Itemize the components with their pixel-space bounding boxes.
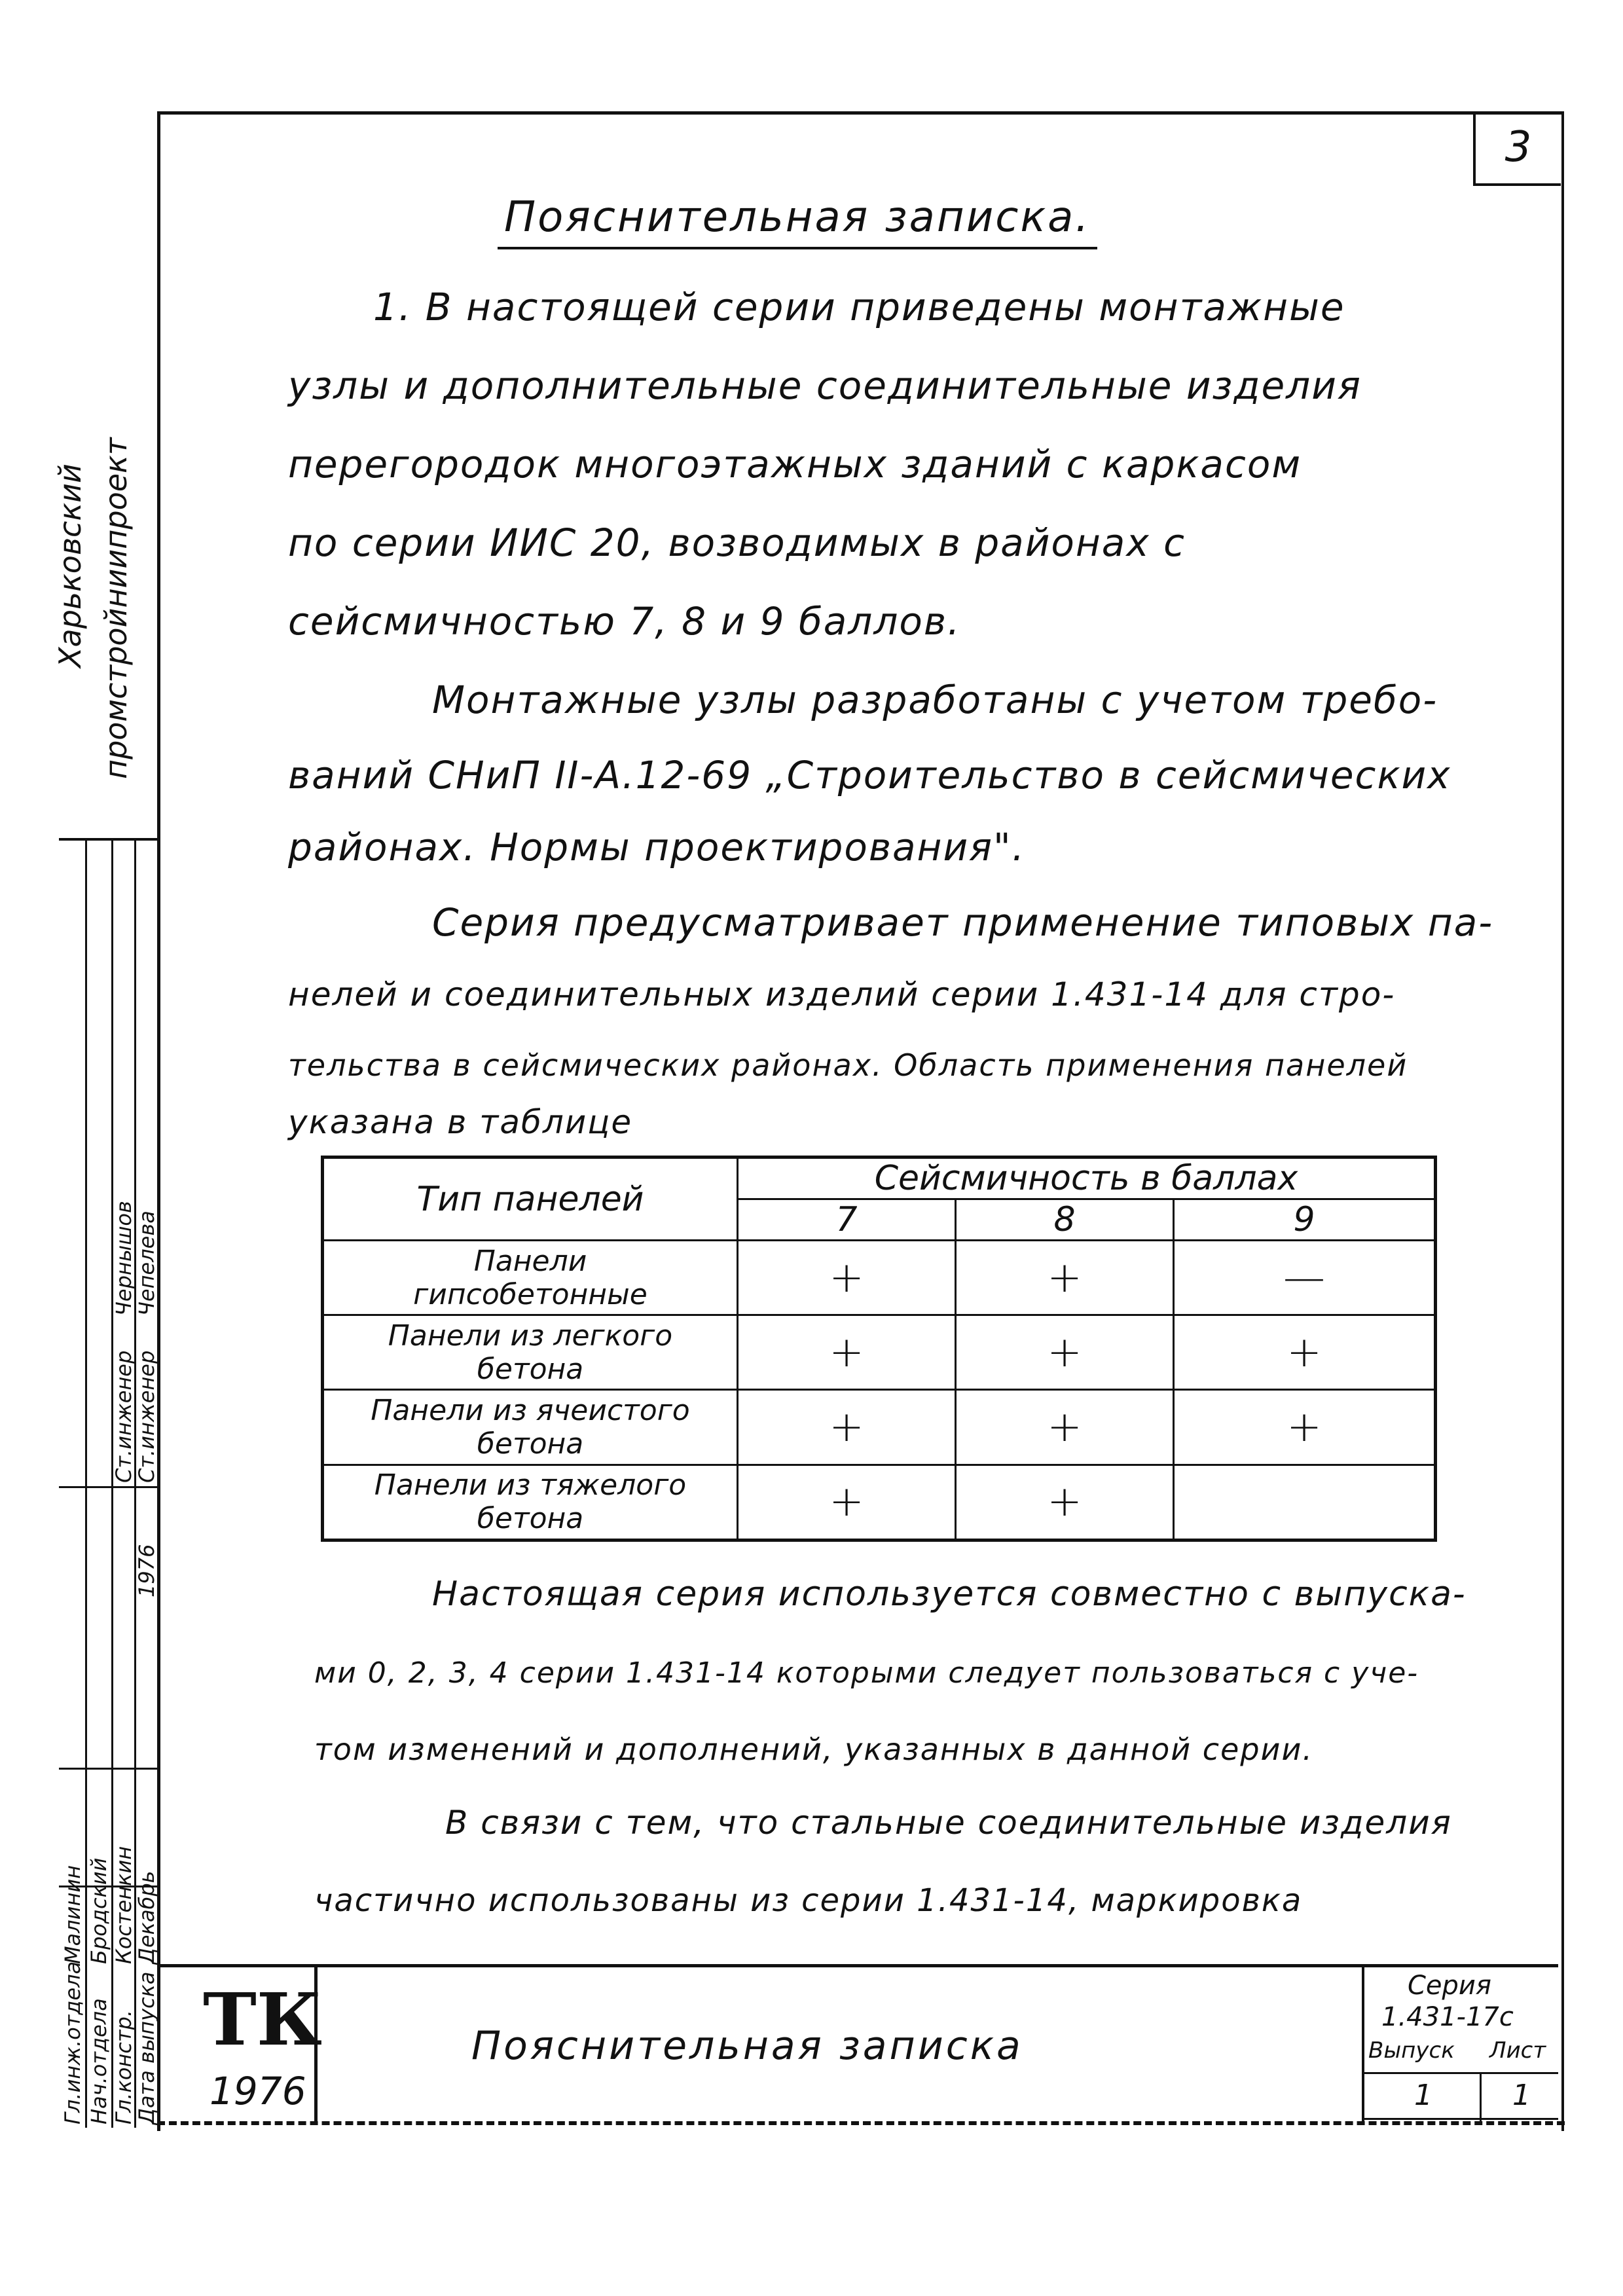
row-label-line: гипсобетонные <box>413 1277 647 1311</box>
text-line: том изменений и дополнений, указанных в данной серии. <box>314 1732 1313 1767</box>
table-header-seismic: Сейсмичность в баллах <box>738 1157 1436 1199</box>
table-header-type: Тип панелей <box>323 1157 738 1241</box>
issue-value: 1 <box>1414 2079 1432 2112</box>
cell-value <box>1174 1465 1436 1540</box>
text-line: тельства в сейсмических районах. Область применения панелей <box>288 1048 1408 1083</box>
doc-year: 1976 <box>210 2069 306 2113</box>
org-name-line1: Харьковский <box>52 464 88 668</box>
stamp-role: Гл.инж.отдела <box>60 1961 85 2124</box>
text-line: по серии ИИС 20, возводимых в районах с <box>288 520 1186 565</box>
text-line: В связи с тем, что стальные соединительные изделия <box>445 1804 1452 1842</box>
stamp-name: Чернышов <box>111 1201 136 1316</box>
row-label-line: бетона <box>477 1502 584 1536</box>
text-line: районах. Нормы проектирования". <box>288 825 1026 869</box>
stamp-name: Костенкин <box>111 1846 136 1964</box>
text-line: указана в таблице <box>288 1103 633 1141</box>
stamp-name: Чепелева <box>134 1211 159 1316</box>
sheet-label: Лист <box>1489 2037 1546 2064</box>
stamp-name: Декабрь <box>134 1870 159 1964</box>
cell-value: + <box>738 1315 956 1390</box>
row-label <box>323 1465 738 1540</box>
cell-value: + <box>956 1241 1174 1315</box>
table-row <box>323 1241 1436 1315</box>
doc-title: Пояснительная записка <box>471 2023 1023 2069</box>
text-line: Монтажные узлы разработаны с учетом требо- <box>432 678 1438 722</box>
cell-value: + <box>1174 1390 1436 1465</box>
row-label-line: Панели из легкого <box>388 1319 673 1353</box>
stamp-name: Малинин <box>60 1865 85 1964</box>
text-line: частично использованы из серии 1.431-14, маркировка <box>314 1882 1303 1919</box>
page-title: Пояснительная записка. <box>498 193 1097 249</box>
stamp-role: Дата выпуска <box>134 1971 159 2124</box>
table-header-level: 7 <box>738 1199 956 1241</box>
text-line: перегородок многоэтажных зданий с каркасом <box>288 442 1302 486</box>
text-line: нелей и соединительных изделий серии 1.431-14 для стро- <box>288 975 1396 1013</box>
table-row <box>323 1390 1436 1465</box>
stamp-role: Гл.констр. <box>111 2010 136 2124</box>
row-label-line: Панели из тяжелого <box>374 1468 687 1503</box>
cell-value: + <box>956 1315 1174 1390</box>
stamp-role: Ст.инженер <box>111 1350 136 1483</box>
stamp-year: 1976 <box>134 1544 159 1597</box>
cell-value: + <box>738 1390 956 1465</box>
page-frame-bottom <box>157 2121 1565 2125</box>
title-block-divider <box>1362 2118 1558 2120</box>
row-label <box>323 1241 738 1315</box>
title-block-divider <box>1362 1964 1364 2124</box>
org-name-line2: промстройниипроект <box>98 437 134 779</box>
row-label <box>323 1315 738 1390</box>
stamp-role: Ст.инженер <box>134 1350 159 1483</box>
text-line: сейсмичностью 7, 8 и 9 баллов. <box>288 599 961 644</box>
cell-value: + <box>956 1465 1174 1540</box>
row-label-line: Панели из ячеистого <box>371 1394 690 1428</box>
text-line: 1. В настоящей серии приведены монтажные <box>373 285 1345 329</box>
text-line: узлы и дополнительные соединительные изделия <box>288 363 1362 408</box>
table-header-level: 9 <box>1174 1199 1436 1241</box>
text-line: ваний СНиП II-А.12-69 „Строительство в сейсмических <box>288 753 1451 797</box>
stamp-name: Бродский <box>86 1857 111 1964</box>
title-block-divider <box>1362 2072 1558 2074</box>
row-label-line: бетона <box>477 1352 584 1386</box>
table-row <box>323 1315 1436 1390</box>
org-logo: ТК <box>203 1977 322 2062</box>
row-label-line: бетона <box>477 1427 584 1461</box>
row-label-line: Панели <box>473 1244 587 1278</box>
panel-types-table <box>321 1156 1437 1542</box>
text-line: ми 0, 2, 3, 4 серии 1.431-14 которыми следует пользоваться с уче- <box>314 1656 1419 1690</box>
title-block-border <box>157 1964 1558 1967</box>
table-row <box>323 1465 1436 1540</box>
page-number: 3 <box>1473 111 1561 186</box>
issue-label: Выпуск <box>1368 2037 1455 2064</box>
text-line: Настоящая серия используется совместно с выпуска- <box>432 1575 1467 1614</box>
cell-value: + <box>738 1465 956 1540</box>
title-block-divider <box>1480 2072 1482 2121</box>
table-header-level: 8 <box>956 1199 1174 1241</box>
stamp-role: Нач.отдела <box>86 1998 111 2124</box>
text-line: Серия предусматривает применение типовых па- <box>432 900 1494 945</box>
row-label <box>323 1390 738 1465</box>
sheet-value: 1 <box>1512 2079 1531 2112</box>
series-code: 1.431-17с <box>1381 2002 1514 2032</box>
series-label: Серия <box>1408 1971 1491 2001</box>
cell-value: + <box>1174 1315 1436 1390</box>
cell-value: — <box>1174 1241 1436 1315</box>
cell-value: + <box>956 1390 1174 1465</box>
cell-value: + <box>738 1241 956 1315</box>
